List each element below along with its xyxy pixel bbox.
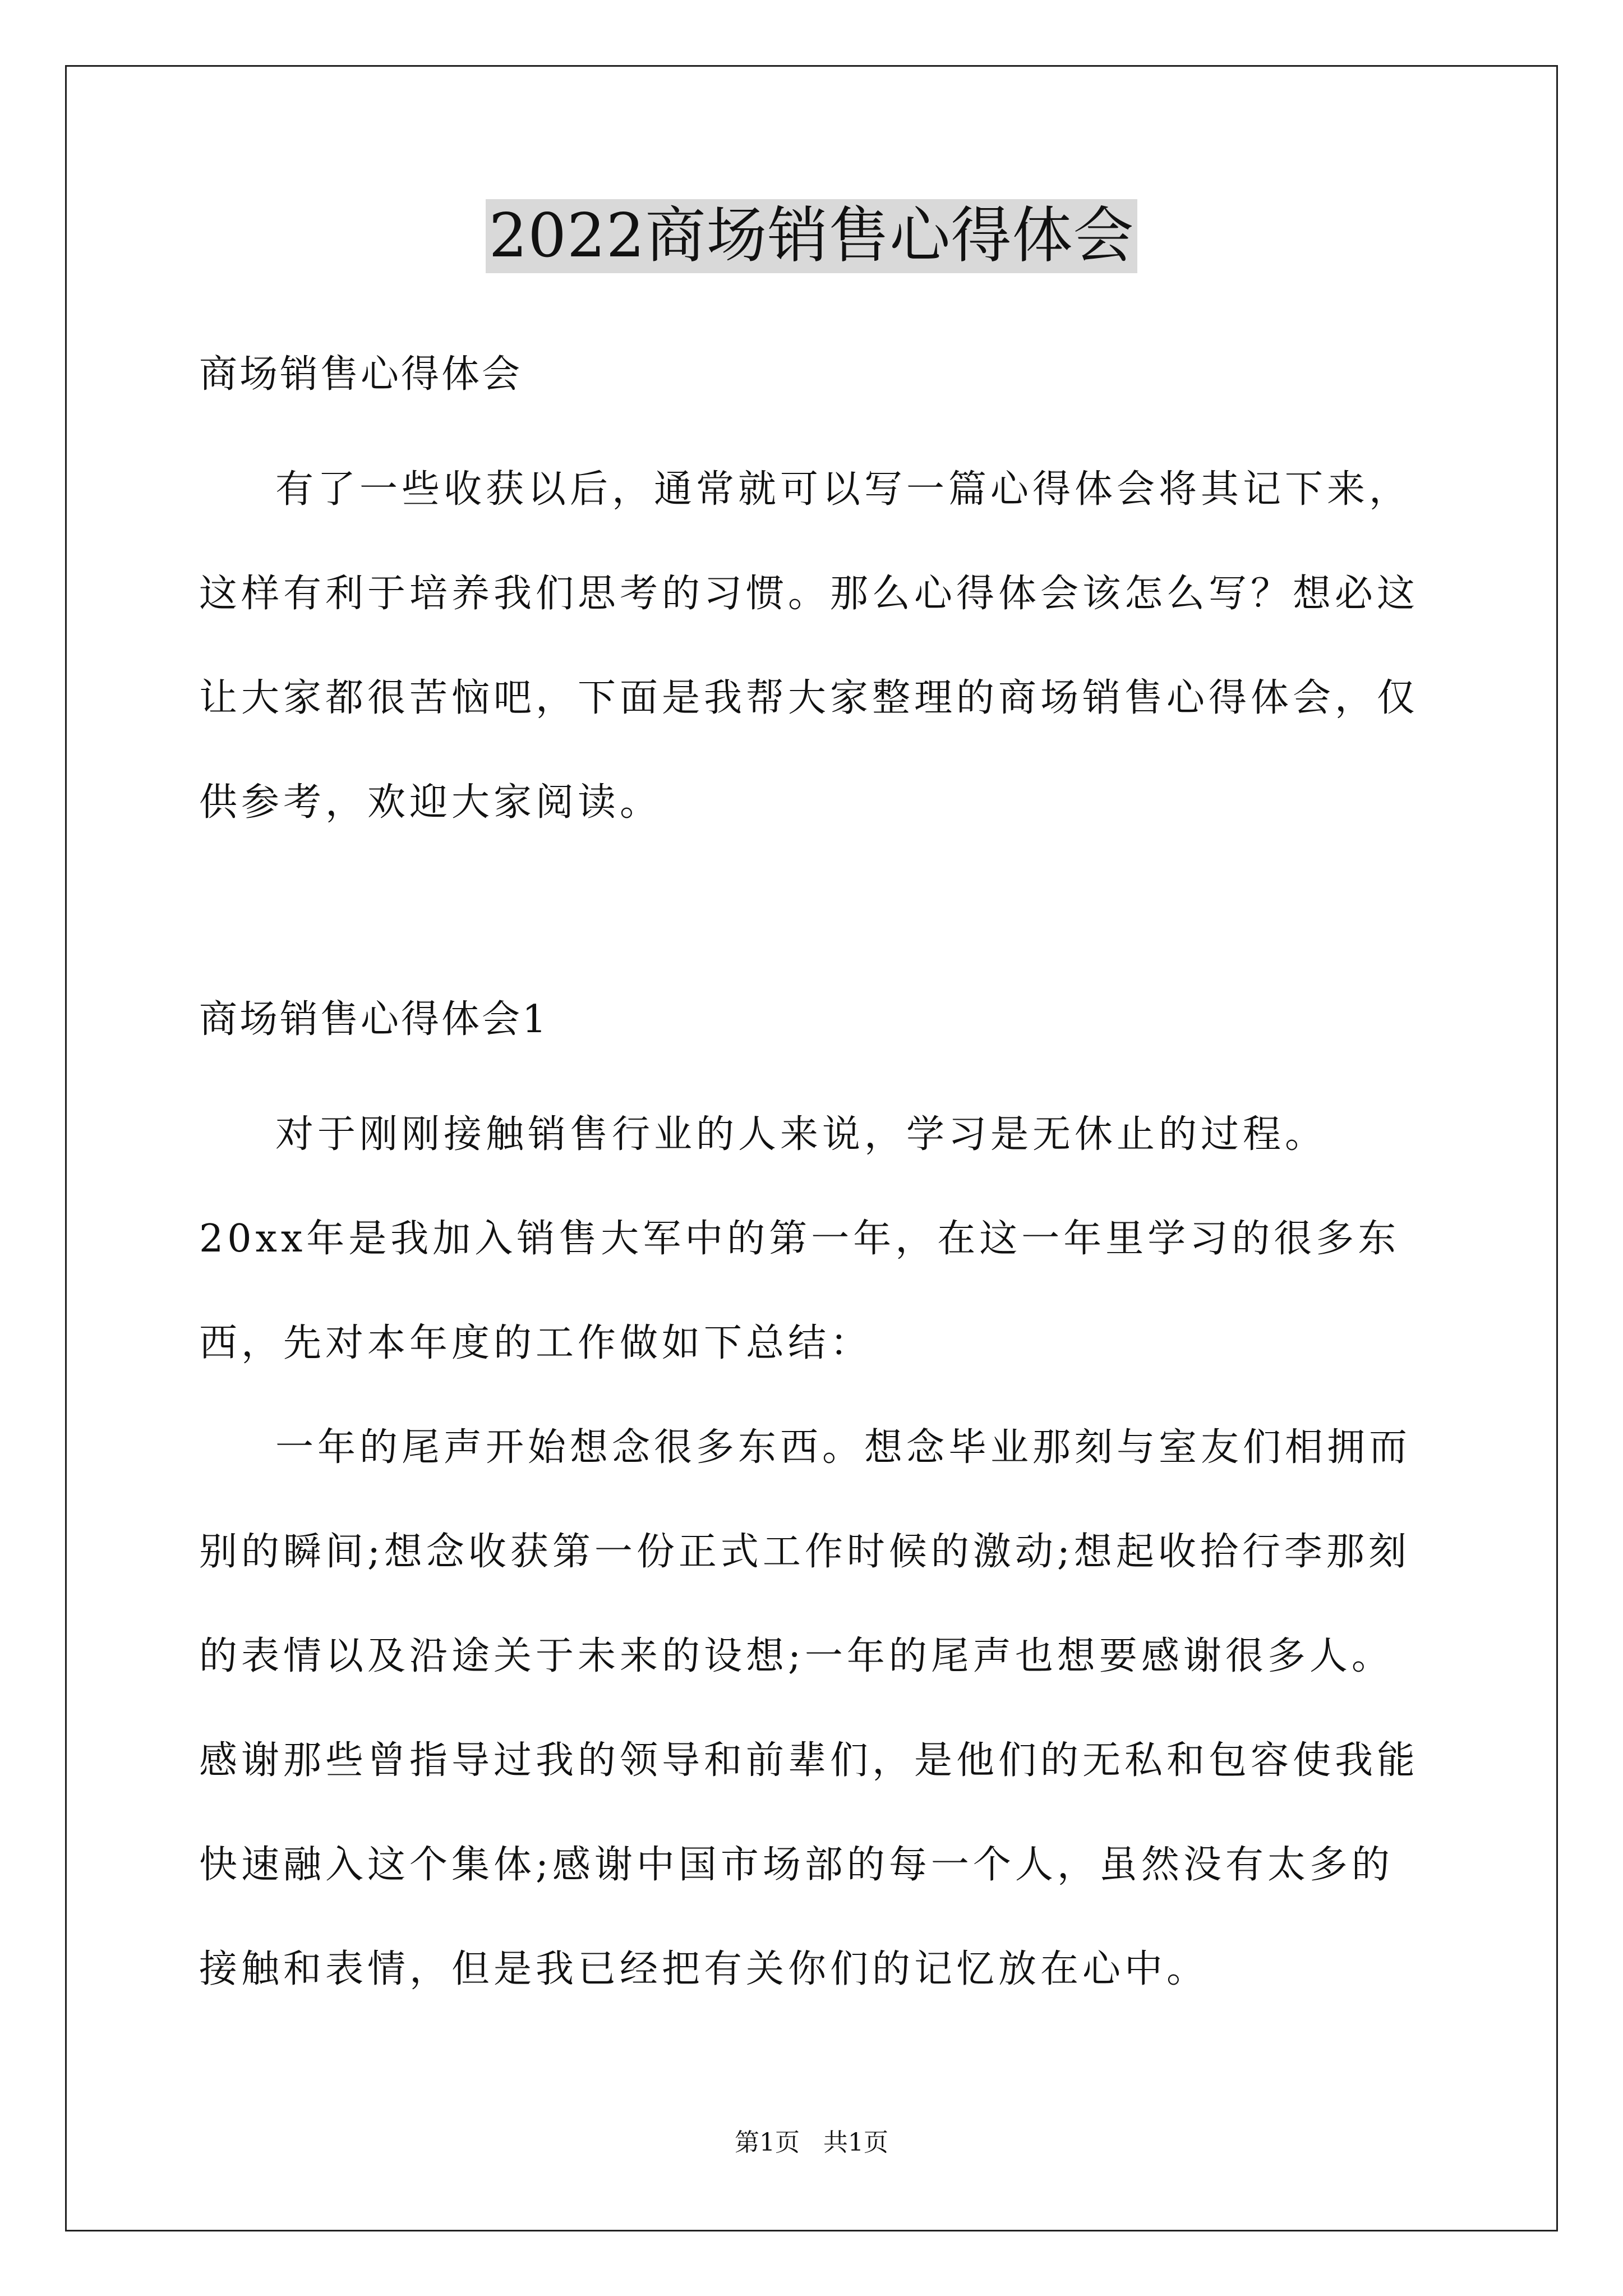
document-title: 2022商场销售心得体会 <box>486 199 1138 273</box>
section1-paragraph-1: 对于刚刚接触销售行业的人来说，学习是无休止的过程。20xx年是我加入销售大军中的第一年，在这一年里学习的很多东西，先对本年度的工作做如下总结： <box>199 1112 1400 1365</box>
section1-body <box>199 1083 1427 2022</box>
title-container <box>0 199 1623 273</box>
page-footer <box>0 2126 1623 2160</box>
section1-title: 商场销售心得体会1 <box>199 997 549 1042</box>
page-number-total: 共1页 <box>823 2128 888 2157</box>
intro-subtitle: 商场销售心得体会 <box>199 352 523 397</box>
intro-section <box>199 438 1427 855</box>
page-number-current: 第1页 <box>735 2128 800 2157</box>
intro-paragraph: 有了一些收获以后，通常就可以写一篇心得体会将其记下来，这样有利于培养我们思考的习惯。那么心得体会该怎么写？想必这让大家都很苦恼吧，下面是我帮大家整理的商场销售心得体会，仅供参考，欢迎大家阅读。 <box>199 467 1419 825</box>
section1-paragraph-2: 一年的尾声开始想念很多东西。想念毕业那刻与室友们相拥而别的瞬间;想念收获第一份正式工作时候的激动;想起收拾行李那刻的表情以及沿途关于未来的设想;一年的尾声也想要感谢很多人。感谢那些曾指导过我的领导和前辈们，是他们的无私和包容使我能快速融入这个集体;感谢中国市场部的每一个人，虽然没有太多的接触和表情，但是我已经把有关你们的记忆放在心中。 <box>199 1425 1419 1991</box>
